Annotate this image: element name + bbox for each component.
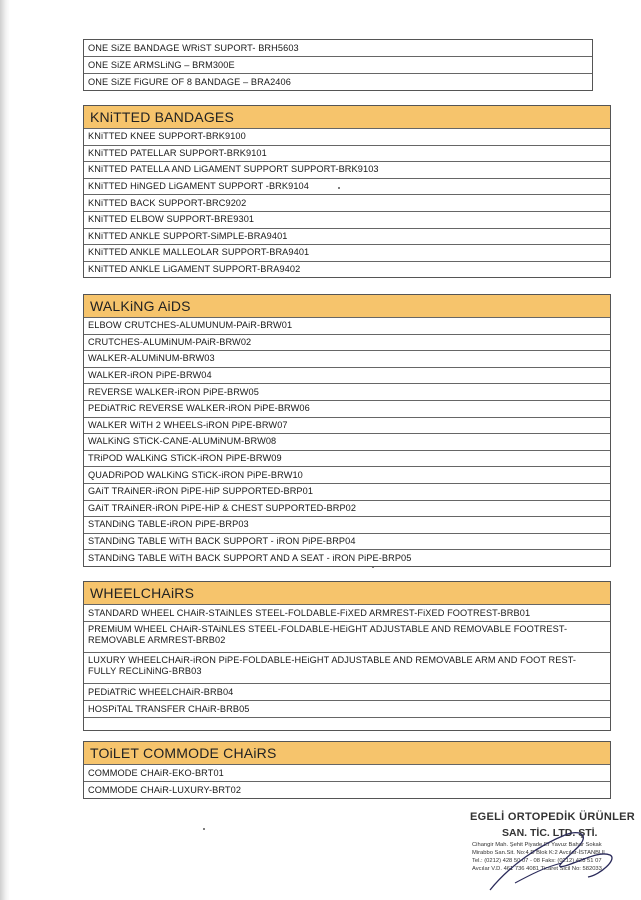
table-row: TRiPOD WALKiNG STiCK-iRON PiPE-BRW09 xyxy=(84,451,610,468)
table-row: STANDiNG TABLE-iRON PiPE-BRP03 xyxy=(84,517,610,534)
table-row: HOSPiTAL TRANSFER CHAiR-BRB05 xyxy=(84,701,610,718)
scan-speck xyxy=(338,187,340,189)
table-row: KNiTTED PATELLAR SUPPORT-BRK9101 xyxy=(84,146,610,163)
stamp-address-line: Mirabbo San.Sit. No:4 D Blok K:2 Avcılar-İSTANBUL xyxy=(472,850,607,856)
signature-icon xyxy=(470,805,640,900)
top-items-table xyxy=(83,39,593,91)
table-row: ONE SiZE BANDAGE WRiST SUPORT- BRH5603 xyxy=(84,40,592,57)
table-row: ONE SiZE ARMSLiNG – BRM300E xyxy=(84,57,592,74)
table-row: GAiT TRAiNER-iRON PiPE-HiP & CHEST SUPPORTED-BRP02 xyxy=(84,501,610,518)
wheelchairs-table xyxy=(83,581,611,731)
table-row: KNiTTED BACK SUPPORT-BRC9202 xyxy=(84,195,610,212)
section-title: TOiLET COMMODE CHAiRS xyxy=(84,742,610,765)
table-row: KNiTTED ANKLE MALLEOLAR SUPPORT-BRA9401 xyxy=(84,245,610,262)
table-row: WALKER-ALUMiNUM-BRW03 xyxy=(84,351,610,368)
scan-edge-shadow xyxy=(0,0,10,900)
table-row: STANDiNG TABLE WiTH BACK SUPPORT AND A SEAT - iRON PiPE-BRP05 xyxy=(88,552,412,563)
table-row: PREMiUM WHEEL CHAiR-STAiNLES STEEL-FOLDABLE-HEiGHT ADJUSTABLE AND REMOVABLE FOOTREST-REMOVABLE ARMREST-BRB02 xyxy=(84,622,610,653)
table-row: STANDiNG TABLE WiTH BACK SUPPORT - iRON PiPE-BRP04 xyxy=(84,534,610,551)
stamp-company-type: SAN. TİC. LTD. ŞTİ. xyxy=(502,827,598,839)
table-row: LUXURY WHEELCHAiR-iRON PiPE-FOLDABLE-HEiGHT ADJUSTABLE AND REMOVABLE ARM AND FOOT REST- FULLY RECLiNiNG-BRB03 xyxy=(84,653,610,684)
table-row: WALKER-iRON PiPE-BRW04 xyxy=(84,368,610,385)
toilet-commode-table xyxy=(83,741,611,799)
table-row: WALKER WiTH 2 WHEELS-iRON PiPE-BRW07 xyxy=(84,418,610,435)
table-row: QUADRiPOD WALKiNG STiCK-iRON PiPE-BRW10 xyxy=(84,467,610,484)
table-row: KNiTTED ANKLE SUPPORT-SiMPLE-BRA9401 xyxy=(84,229,610,246)
walking-aids-table xyxy=(83,294,611,567)
table-row: ONE SiZE FiGURE OF 8 BANDAGE – BRA2406 xyxy=(88,76,291,87)
table-row: WALKiNG STiCK-CANE-ALUMiNUM-BRW08 xyxy=(84,434,610,451)
knitted-bandages-table xyxy=(83,105,611,278)
table-row: STANDARD WHEEL CHAiR-STAiNLES STEEL-FOLDABLE-FiXED ARMREST-FiXED FOOTREST-BRB01 xyxy=(84,605,610,622)
table-row: KNiTTED HiNGED LiGAMENT SUPPORT -BRK9104 xyxy=(84,179,610,196)
table-row: KNiTTED KNEE SUPPORT-BRK9100 xyxy=(84,129,610,146)
stamp-company-name: EGELİ ORTOPEDİK ÜRÜNLER xyxy=(470,811,635,823)
table-row: COMMODE CHAiR-EKO-BRT01 xyxy=(84,765,610,782)
table-row: CRUTCHES-ALUMiNUM-PAiR-BRW02 xyxy=(84,335,610,352)
table-row: KNiTTED ANKLE LiGAMENT SUPPORT-BRA9402 xyxy=(88,264,301,275)
section-title: WALKiNG AiDS xyxy=(84,295,610,318)
table-row: PEDiATRiC WHEELCHAiR-BRB04 xyxy=(84,684,610,701)
scan-speck xyxy=(203,828,205,830)
table-row xyxy=(84,718,610,730)
section-title: KNiTTED BANDAGES xyxy=(84,106,610,129)
table-row: REVERSE WALKER-iRON PiPE-BRW05 xyxy=(84,384,610,401)
scan-speck xyxy=(372,566,374,568)
stamp-tax-line: Avcılar V.D. 461 736 4081 Ticaret Sicil No: 582033 xyxy=(472,866,602,872)
company-stamp xyxy=(470,805,640,900)
table-row: GAiT TRAiNER-iRON PiPE-HiP SUPPORTED-BRP01 xyxy=(84,484,610,501)
table-row: PEDiATRiC REVERSE WALKER-iRON PiPE-BRW06 xyxy=(84,401,610,418)
section-title: WHEELCHAiRS xyxy=(84,582,610,605)
stamp-address-line: Cihangir Mah. Şehit Piyade Er Yavuz Bahar Sokak xyxy=(472,842,602,848)
table-row: KNiTTED PATELLA AND LiGAMENT SUPPORT SUPPORT-BRK9103 xyxy=(84,162,610,179)
stamp-phone-line: Tel.: (0212) 428 50 07 - 08 Faks: (0212) 428 51 07 xyxy=(472,858,602,864)
table-row: COMMODE CHAiR-LUXURY-BRT02 xyxy=(88,784,242,795)
table-row: ELBOW CRUTCHES-ALUMUNUM-PAiR-BRW01 xyxy=(84,318,610,335)
table-row: KNiTTED ELBOW SUPPORT-BRE9301 xyxy=(84,212,610,229)
